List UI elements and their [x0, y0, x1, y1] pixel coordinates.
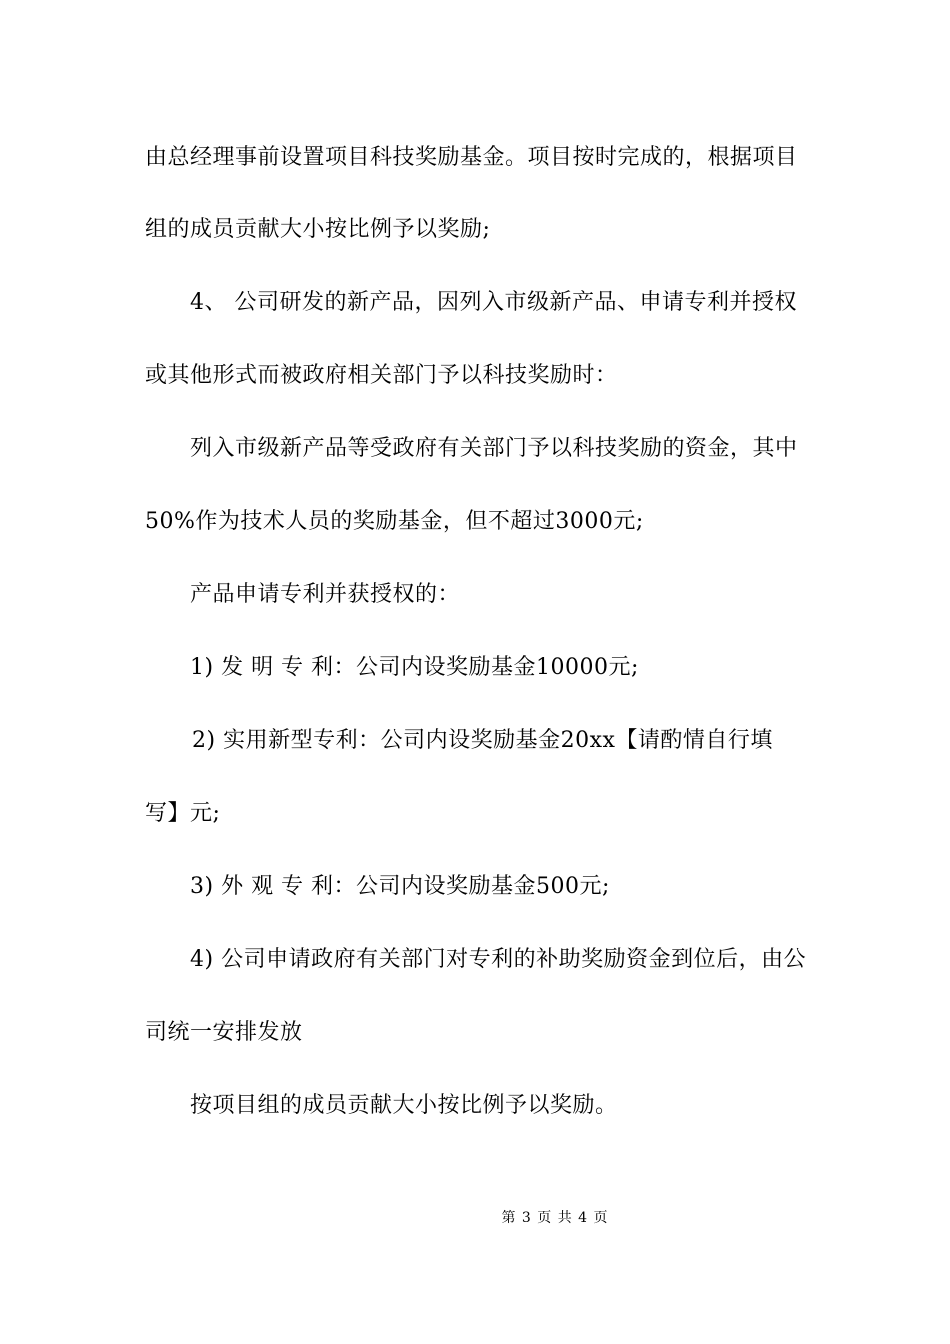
list-item-government-subsidy: 4) 公司申请政府有关部门对专利的补助奖励资金到位后，由公 [190, 947, 807, 972]
paragraph-line: 由总经理事前设置项目科技奖励基金。项目按时完成的，根据项目 [145, 145, 798, 170]
paragraph-line: 或其他形式而被政府相关部门予以科技奖励时： [145, 363, 618, 388]
list-item-patent-utility: 2) 实用新型专利：公司内设奖励基金20xx【请酌情自行填 [192, 728, 773, 753]
paragraph-line: 列入市级新产品等受政府有关部门予以科技奖励的资金，其中 [190, 436, 798, 461]
list-item-patent-design: 3) 外 观 专 利：公司内设奖励基金500元; [190, 874, 610, 899]
paragraph-line: 组的成员贡献大小按比例予以奖励; [145, 217, 491, 242]
paragraph-line: 4、 公司研发的新产品，因列入市级新产品、申请专利并授权 [190, 290, 797, 315]
paragraph-line: 写】元; [145, 801, 221, 826]
page-number-footer: 第 3 页 共 4 页 [501, 1210, 609, 1226]
paragraph-line: 按项目组的成员贡献大小按比例予以奖励。 [190, 1093, 618, 1118]
paragraph-line: 产品申请专利并获授权的： [190, 582, 461, 607]
paragraph-line: 司统一安排发放 [145, 1020, 303, 1045]
list-item-patent-invention: 1) 发 明 专 利：公司内设奖励基金10000元; [190, 655, 639, 680]
paragraph-line: 50%作为技术人员的奖励基金，但不超过3000元; [145, 509, 644, 534]
